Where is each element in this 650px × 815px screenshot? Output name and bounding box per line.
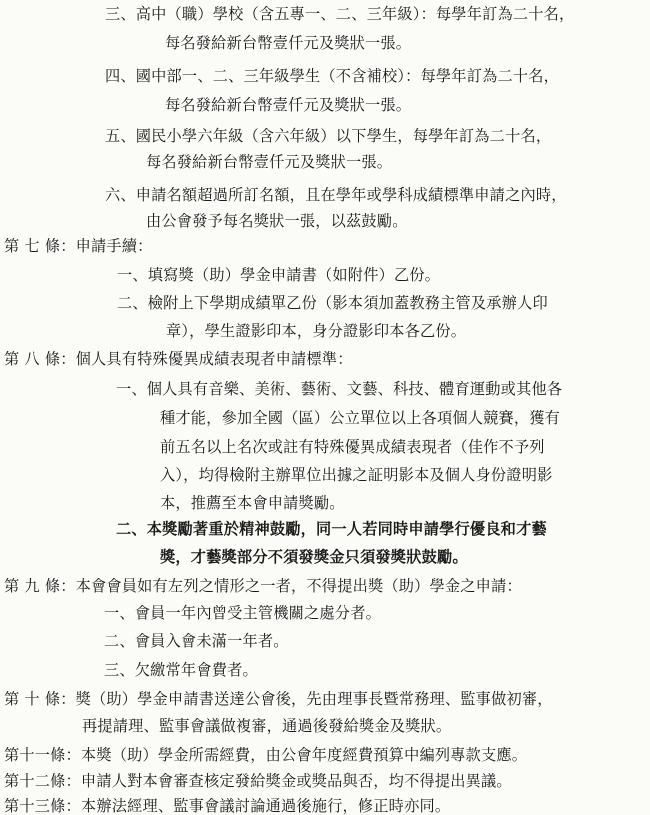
clause-line: 二、會員入會未滿一年者。 bbox=[104, 632, 289, 650]
clause-line: 再提請理、監事會議做複審，通過後發給獎金及獎狀。 bbox=[82, 717, 452, 735]
clause-line: 一、填寫獎（助）學金申請書（如附件）乙份。 bbox=[117, 266, 441, 284]
clause-line: 章），學生證影印本，身分證影印本各乙份。 bbox=[166, 322, 467, 340]
article-13-heading: 第十三條：本辦法經理、監事會議討論通過後施行，修正時亦同。 bbox=[4, 797, 451, 815]
clause-line: 前五名以上名次或註有特殊優異成績表現者（佳作不予列 bbox=[160, 438, 545, 456]
clause-line: 每名發給新台幣壹仟元及獎狀一張。 bbox=[165, 96, 412, 114]
clause-line: 三、欠繳常年會費者。 bbox=[104, 661, 258, 679]
article-7-heading: 第 七 條：申請手續： bbox=[4, 237, 153, 255]
clause-line: 三、高中（職）學校（含五專一、二、三年級）：每學年訂為二十名， bbox=[105, 5, 575, 23]
article-8-heading: 第 八 條：個人具有特殊優異成績表現者申請標準： bbox=[4, 350, 353, 368]
clause-line: 入），均得檢附主辦單位出據之証明影本及個人身份證明影 bbox=[160, 466, 553, 484]
article-10-heading: 第 十 條：獎（助）學金申請書送達公會後，先由理事長暨常務理、監事做初審， bbox=[4, 690, 553, 708]
clause-line: 種才能，參加全國（區）公立單位以上各項個人競賽，獲有 bbox=[160, 409, 561, 427]
clause-line: 六、申請名額超過所訂名額，且在學年或學科成績標準申請之內時， bbox=[105, 186, 567, 204]
clause-line: 一、個人具有音樂、美術、藝術、文藝、科技、體育運動或其他各 bbox=[116, 380, 563, 398]
clause-line: 四、國中部一、二、三年級學生（不含補校）：每學年訂為二十名， bbox=[105, 67, 560, 85]
clause-line: 二、檢附上下學期成績單乙份（影本須加蓋教務主管及承辦人印 bbox=[117, 294, 548, 312]
clause-line: 每名發給新台幣壹仟元及獎狀一張。 bbox=[165, 34, 412, 52]
clause-line: 五、國民小學六年級（含六年級）以下學生，每學年訂為二十名， bbox=[105, 127, 552, 145]
clause-line: 本，推薦至本會申請獎勵。 bbox=[160, 494, 345, 512]
clause-line: 每名發給新台幣壹仟元及獎狀一張。 bbox=[146, 153, 393, 171]
clause-line: 一、會員一年內曾受主管機關之處分者。 bbox=[104, 604, 381, 622]
article-9-heading: 第 九 條：本會會員如有左列之情形之一者，不得提出獎（助）學金之申請： bbox=[4, 577, 522, 595]
clause-line: 由公會發予每名獎狀一張，以茲鼓勵。 bbox=[146, 212, 408, 230]
clause-line: 二、本獎勵著重於精神鼓勵，同一人若同時申請學行優良和才藝 bbox=[116, 520, 547, 538]
article-12-heading: 第十二條：申請人對本會審查核定發給獎金或獎品與否，均不得提出異議。 bbox=[4, 772, 512, 790]
clause-line: 獎，才藝獎部分不須發獎金只須發獎狀鼓勵。 bbox=[160, 548, 468, 566]
article-11-heading: 第十一條：本獎（助）學金所需經費，由公會年度經費預算中編列專款支應。 bbox=[4, 746, 528, 764]
